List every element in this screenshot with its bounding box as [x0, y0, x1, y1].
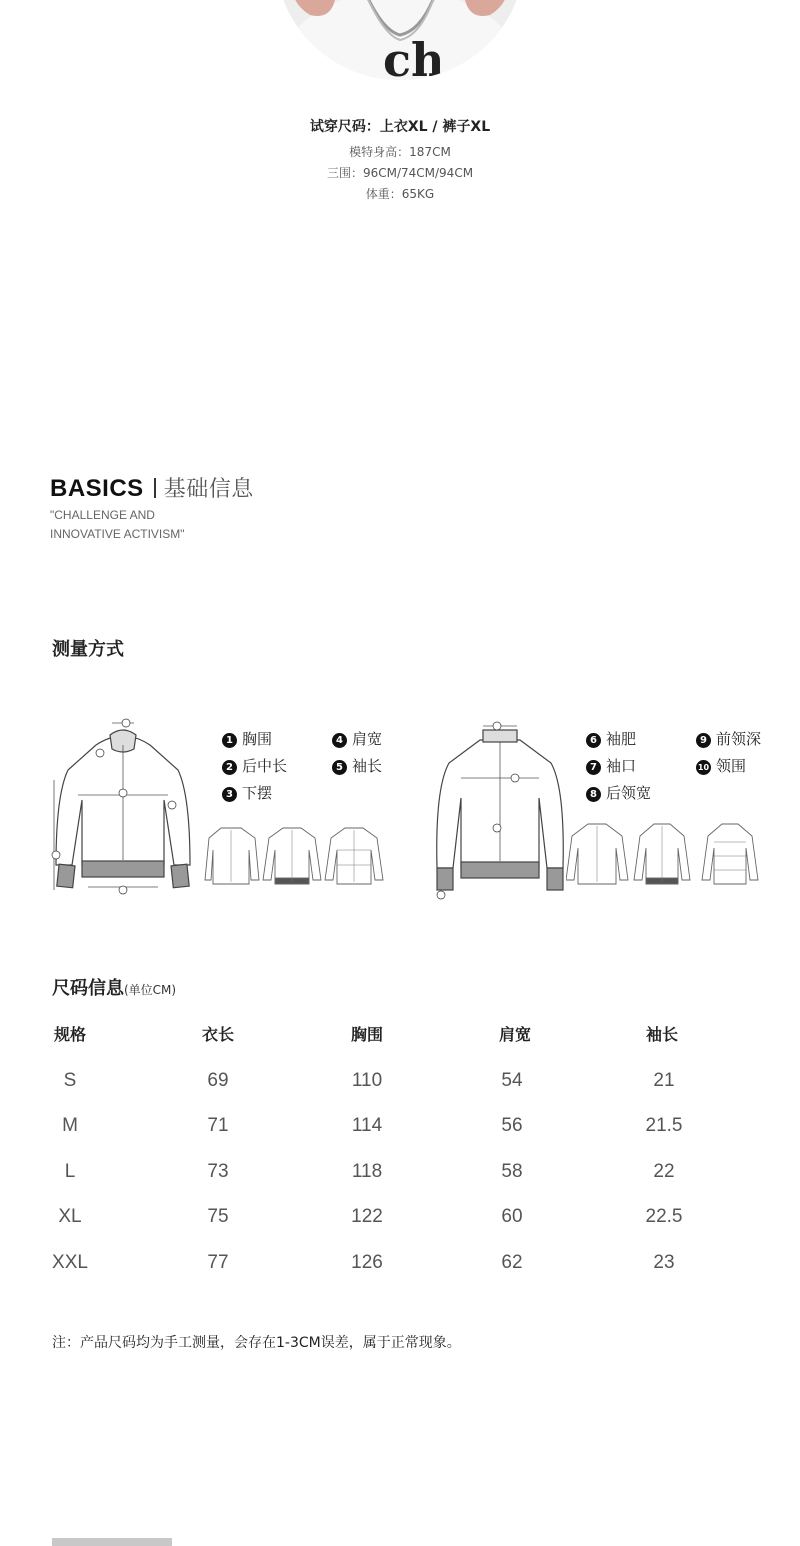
legend-num-icon: 1: [222, 733, 237, 748]
legend-num-icon: 8: [586, 787, 601, 802]
left-garment-thumbnails: [203, 820, 393, 890]
table-cell: M: [62, 1115, 78, 1137]
table-cell: 69: [207, 1069, 229, 1091]
size-note: 注：产品尺码均为手工测量，会存在1-3CM误差，属于正常现象。: [52, 1335, 461, 1351]
table-row: [0, 1058, 800, 1104]
legend-item-cuff: 7 袖口: [586, 753, 651, 780]
table-cell: 58: [501, 1160, 523, 1182]
table-cell: 122: [351, 1206, 383, 1228]
size-info-title: [52, 974, 176, 1000]
table-cell: 22: [653, 1160, 675, 1182]
legend-num-icon: 3: [222, 787, 237, 802]
legend-num-icon: 7: [586, 760, 601, 775]
jacket-diagram: [425, 718, 575, 903]
photo-print-text: ch: [383, 33, 445, 80]
measurement-title: 测量方式: [52, 639, 124, 660]
table-cell: 56: [501, 1115, 523, 1137]
tagline-line-1: "CHALLENGE AND: [50, 508, 155, 522]
table-row: [0, 1240, 800, 1286]
table-cell: XL: [58, 1206, 82, 1228]
table-cell: 62: [501, 1251, 523, 1273]
legend-item-chest: 1 胸围: [222, 726, 287, 753]
header-cell: 衣长: [201, 1025, 234, 1044]
next-section-heading-cutoff: [52, 1538, 172, 1546]
table-cell: L: [64, 1160, 76, 1182]
model-height-text: 模特身高：187CM: [349, 145, 451, 159]
legend-num-icon: 10: [696, 760, 711, 775]
table-cell: 118: [351, 1160, 383, 1182]
legend-left-col1: [222, 726, 287, 807]
header-cell: 规格: [53, 1025, 86, 1044]
right-garment-thumbnails: [566, 818, 761, 890]
legend-num-icon: 4: [332, 733, 347, 748]
legend-num-icon: 6: [586, 733, 601, 748]
model-weight-text: 体重：65KG: [365, 187, 435, 201]
table-cell: 114: [351, 1115, 383, 1137]
legend-item-sleeve-width: 6 袖肥: [586, 726, 651, 753]
legend-item-back-neck-width: 8 后领宽: [586, 780, 651, 807]
table-row: [0, 1103, 800, 1149]
legend-item-shoulder: 4 肩宽: [332, 726, 382, 753]
header-cell: 肩宽: [498, 1025, 531, 1044]
model-measurements-text: 三围：96CM/74CM/94CM: [326, 166, 474, 180]
table-cell: 71: [207, 1115, 229, 1137]
legend-num-icon: 9: [696, 733, 711, 748]
size-info-title-text: 尺码信息: [52, 978, 124, 999]
legend-right-col1: [586, 726, 651, 807]
sweater-diagram: [48, 715, 198, 900]
basics-title-en: BASICS: [50, 475, 144, 502]
table-header-row: [0, 1012, 800, 1058]
basics-heading: [50, 472, 254, 503]
legend-item-hem: 3 下摆: [222, 780, 287, 807]
legend-right-col2: [696, 726, 761, 780]
tagline-line-2: INNOVATIVE ACTIVISM": [50, 527, 185, 541]
size-table: [0, 1012, 800, 1286]
basics-tagline: [50, 506, 185, 544]
legend-left-col2: [332, 726, 382, 780]
legend-num-icon: 5: [332, 760, 347, 775]
model-photo: [275, 0, 525, 80]
legend-item-sleeve: 5 袖长: [332, 753, 382, 780]
table-cell: 73: [207, 1160, 229, 1182]
table-cell: 22.5: [645, 1206, 683, 1228]
table-cell: 21: [653, 1069, 675, 1091]
legend-item-neck-circumference: 10 领围: [697, 757, 747, 775]
table-cell: 75: [207, 1206, 229, 1228]
table-row: [0, 1149, 800, 1195]
table-cell: XXL: [52, 1251, 88, 1273]
legend-item-back-length: 2 后中长: [222, 753, 287, 780]
legend-item-front-neck-depth: 9 前领深: [696, 726, 761, 753]
model-info: [0, 116, 800, 205]
trial-size-text: 试穿尺码：上衣XL / 裤子XL: [309, 119, 491, 135]
header-cell: 胸围: [350, 1025, 383, 1044]
table-row: [0, 1194, 800, 1240]
table-cell: S: [63, 1069, 77, 1091]
table-cell: 126: [351, 1251, 383, 1273]
table-cell: 21.5: [645, 1115, 683, 1137]
heading-divider: [154, 478, 156, 498]
header-cell: 袖长: [645, 1025, 678, 1044]
table-cell: 77: [207, 1251, 229, 1273]
table-cell: 110: [351, 1069, 383, 1091]
legend-num-icon: 2: [222, 760, 237, 775]
size-info-unit: (单位CM): [124, 983, 177, 997]
table-cell: 54: [501, 1069, 523, 1091]
basics-title-cn: 基础信息: [163, 477, 254, 502]
table-cell: 23: [653, 1251, 675, 1273]
table-cell: 60: [501, 1206, 523, 1228]
